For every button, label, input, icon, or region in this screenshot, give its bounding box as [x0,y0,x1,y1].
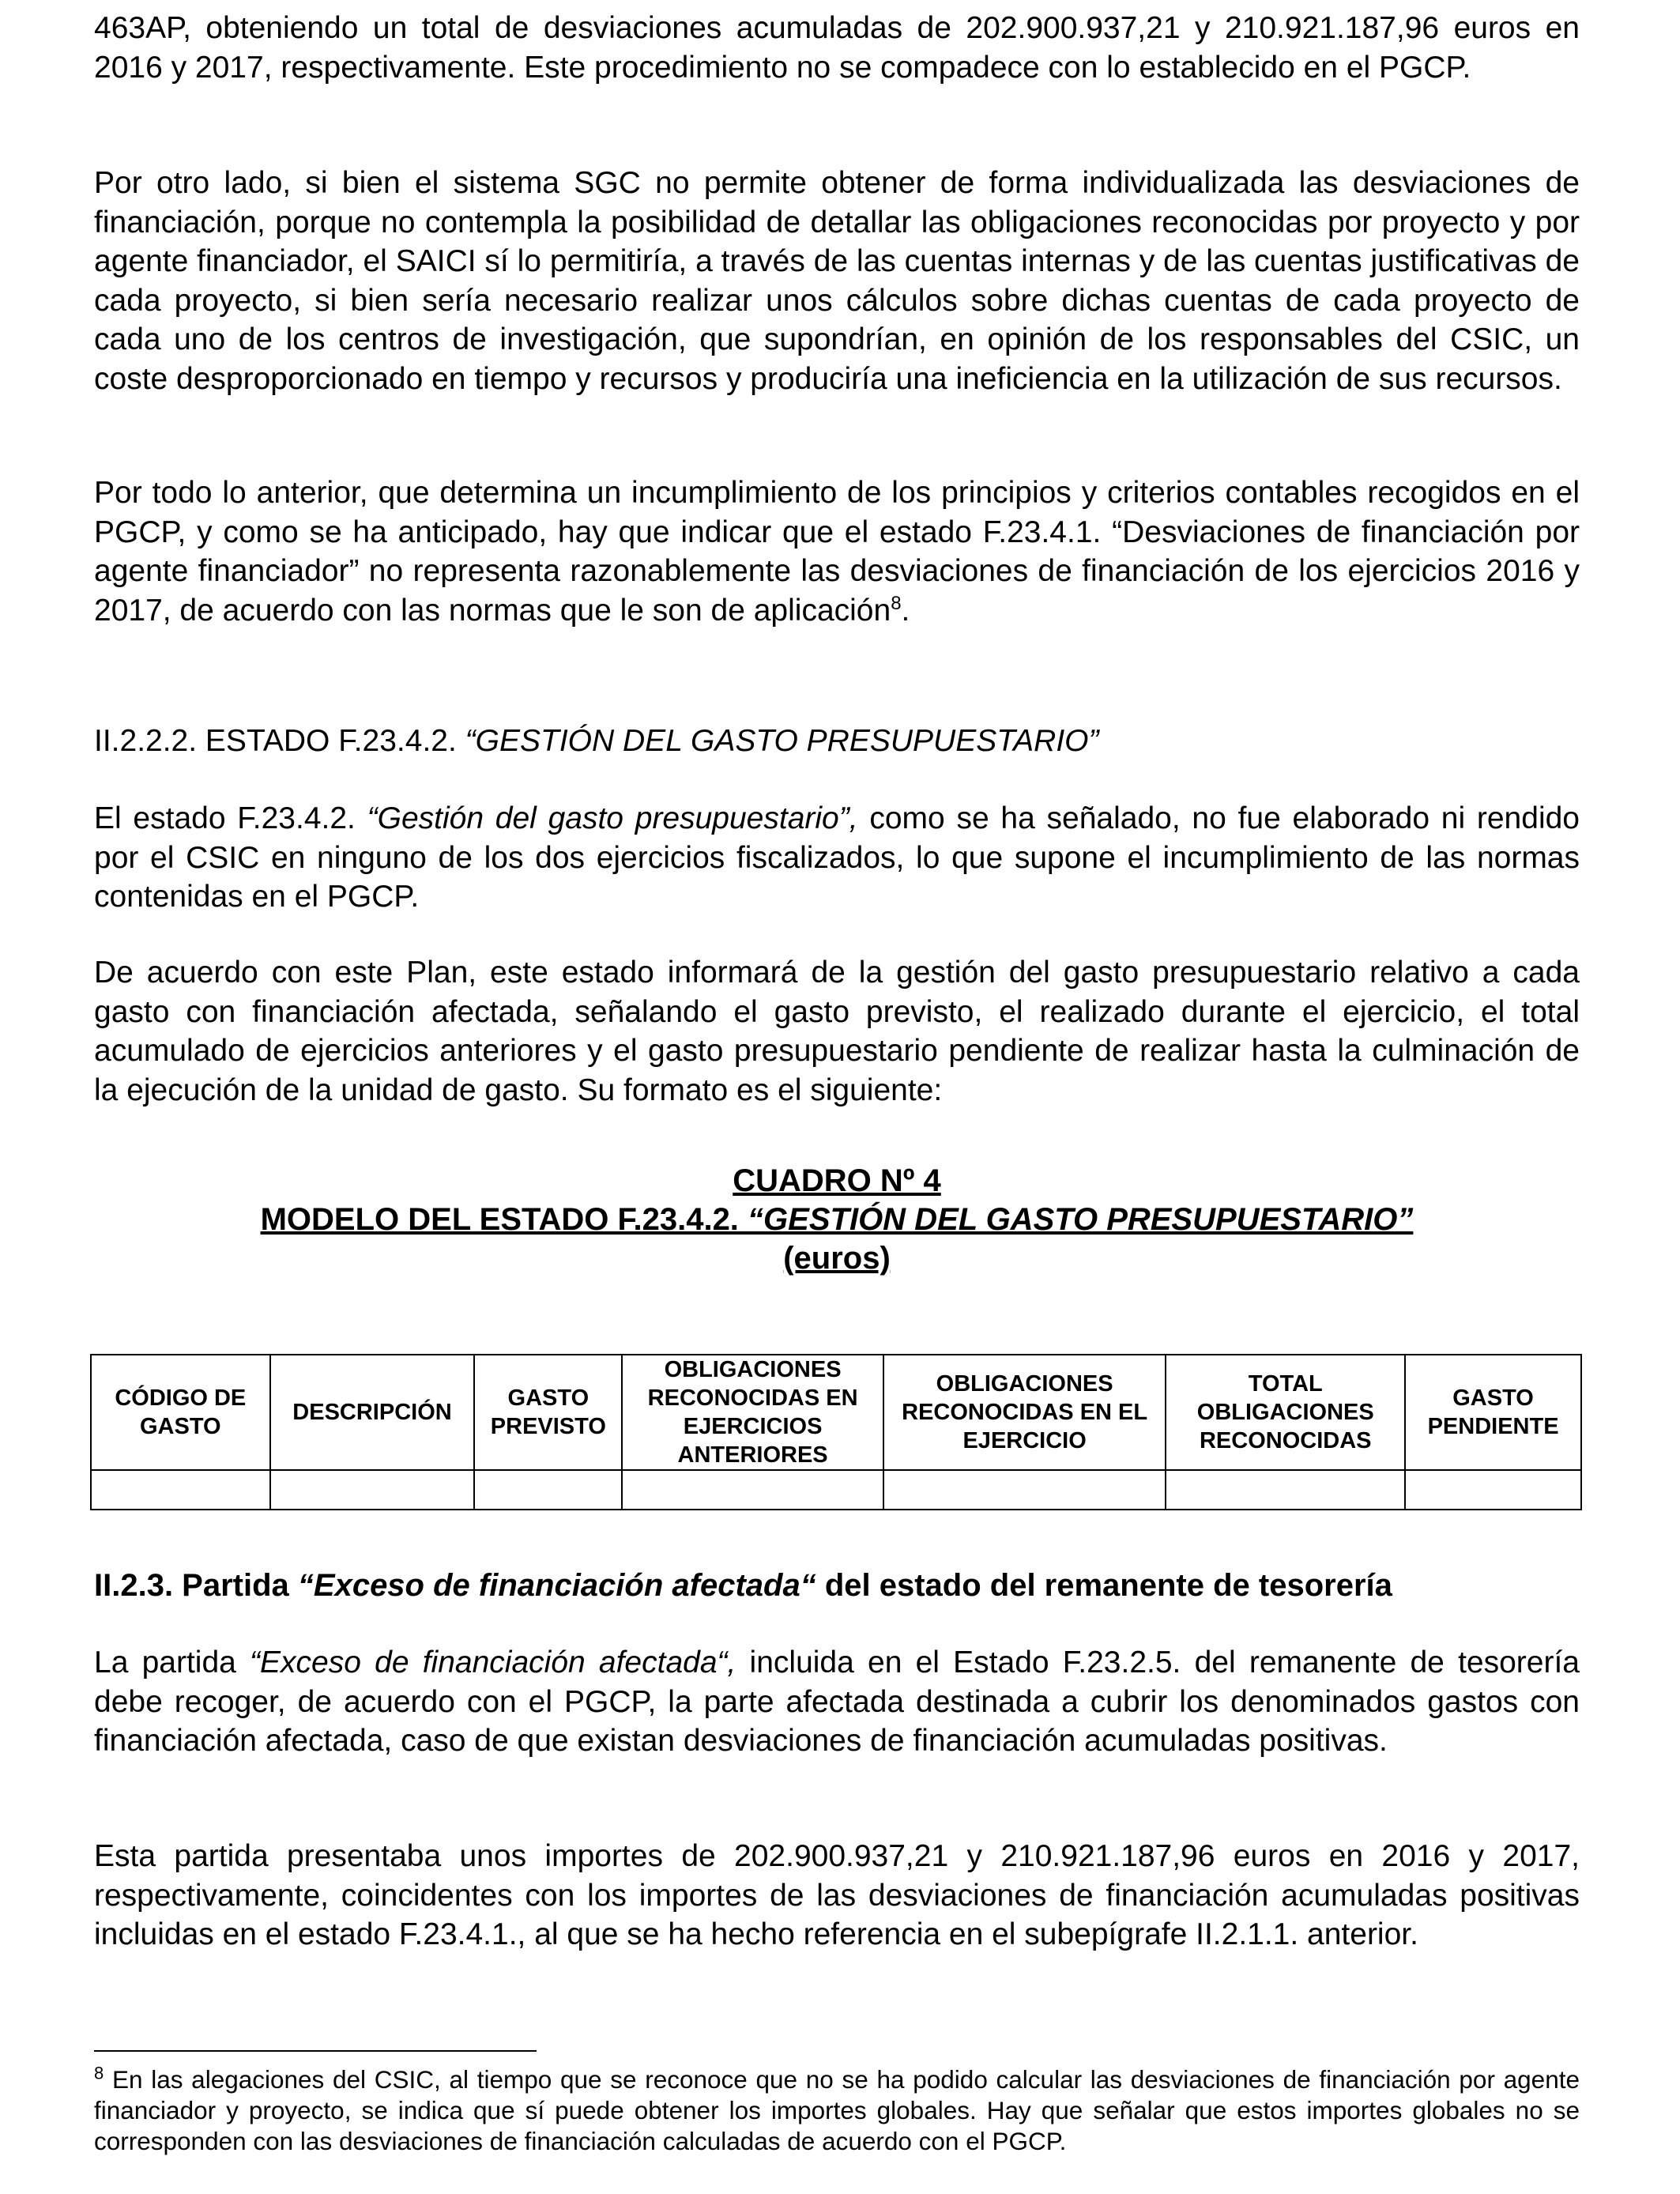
paragraph-4-a: El estado F.23.4.2. [94,801,367,835]
caption-line-1: CUADRO Nº 4 [733,1163,941,1198]
table-cell [91,1470,270,1510]
footnote-text: En las alegaciones del CSIC, al tiempo que se reconoce que no se ha podido calcular las desviaciones de financiación por agente financiador y proyecto, se indica que sí puede obtener los importes globales. Hay que señalar que estos importes globales no se corresponden con las desviaciones de financiación calculadas de acuerdo con el PGCP. [94,2065,1580,2155]
section-heading-2-italic: “Exceso de financiación afectada“ [297,1568,816,1603]
caption-line-2-a: MODELO DEL ESTADO F.23.4.2. [260,1202,748,1237]
paragraph-2: Por otro lado, si bien el sistema SGC no permite obtener de forma individualizada las desviaciones de financiación, porque no contempla la posibilidad de detallar las obligaciones reconocidas por proyecto y por agente financiador, el SAICI sí lo permitiría, a través de las cuentas internas y de las cuentas justificativas de cada proyecto, si bien sería necesario realizar unos cálculos sobre dichas cuentas de cada proyecto de cada uno de los centros de investigación, que supondrían, en opinión de los responsables del CSIC, un coste desproporcionado en tiempo y recursos y produciría una ineficiencia en la utilización de sus recursos. [94,166,1580,396]
header-gasto-pendiente: GASTO PENDIENTE [1405,1355,1581,1470]
table-cell [474,1470,622,1510]
table-cell [883,1470,1166,1510]
header-gasto-previsto: GASTO PREVISTO [474,1355,622,1470]
paragraph-6-a: La partida [94,1646,250,1679]
paragraph-6 [94,1643,1580,1761]
header-total-obligaciones: TOTAL OBLIGACIONES RECONOCIDAS [1166,1355,1405,1470]
caption-line-2 [261,1202,1414,1237]
paragraph-3-end: . [901,593,910,628]
footnote-separator [94,2050,537,2052]
paragraph-1: 463AP, obteniendo un total de desviaciones acumuladas de 202.900.937,21 y 210.921.187,96 euros en 2016 y 2017, respectivamente. Este procedimiento no se compadece con lo establecido en el PGCP. [94,11,1580,85]
header-descripcion: DESCRIPCIÓN [270,1355,475,1470]
table-cell [1405,1470,1581,1510]
model-table [90,1354,1582,1510]
table-cell [622,1470,883,1510]
table-row [91,1470,1581,1510]
paragraph-4-b: como se ha señalado, no fue elaborado ni rendido por el CSIC en ninguno de los dos ejercicios fiscalizados, lo que supone el incumplimiento de las normas contenidas en el PGCP. [94,801,1580,914]
section-heading-italic: “GESTIÓN DEL GASTO PRESUPUESTARIO” [465,724,1099,758]
section-heading-ii-2-3 [94,1566,1580,1606]
footnote-ref-8[interactable]: 8 [891,592,902,614]
table-header-row [91,1355,1581,1470]
table-caption [94,1162,1580,1278]
header-codigo-gasto: CÓDIGO DE GASTO [91,1355,270,1470]
section-heading-prefix: II.2.2.2. ESTADO F.23.4.2. [94,724,465,758]
paragraph-4 [94,799,1580,917]
table-cell [1166,1470,1405,1510]
table-cell [270,1470,475,1510]
caption-line-2-italic: “GESTIÓN DEL GASTO PRESUPUESTARIO” [748,1202,1414,1237]
paragraph-4-italic: “Gestión del gasto presupuestario”, [367,801,858,835]
footnote-number: 8 [94,2063,104,2083]
header-obligaciones-ejercicio: OBLIGACIONES RECONOCIDAS EN EL EJERCICIO [883,1355,1166,1470]
caption-line-3: (euros) [783,1241,891,1276]
section-heading-2-b: del estado del remanente de tesorería [816,1568,1392,1603]
paragraph-7: Esta partida presentaba unos importes de 202.900.937,21 y 210.921.187,96 euros en 2016 y 2017, respectivamente, coincidentes con los importes de las desviaciones de financiación acumuladas positivas incluidas en el estado F.23.4.1., al que se ha hecho referencia en el subepígrafe II.2.1.1. anterior. [94,1839,1580,1951]
paragraph-6-italic: “Exceso de financiación afectada“, [250,1646,736,1679]
footnote-8 [94,2064,1580,2157]
section-heading-2-a: II.2.3. Partida [94,1568,298,1603]
paragraph-3-text: Por todo lo anterior, que determina un incumplimiento de los principios y criterios contables recogidos en el PGCP, y como se ha anticipado, hay que indicar que el estado F.23.4.1. “Desviaciones de financiación por agente financiador” no representa razonablemente las desviaciones de financiación de los ejercicios 2016 y 2017, de acuerdo con las normas que le son de aplicación [94,476,1580,628]
paragraph-5: De acuerdo con este Plan, este estado informará de la gestión del gasto presupuestario relativo a cada gasto con financiación afectada, señalando el gasto previsto, el realizado durante el ejercicio, el total acumulado de ejercicios anteriores y el gasto presupuestario pendiente de realizar hasta la culminación de la ejecución de la unidad de gasto. Su formato es el siguiente: [94,956,1580,1107]
header-obligaciones-anteriores: OBLIGACIONES RECONOCIDAS EN EJERCICIOS ANTERIORES [622,1355,883,1470]
section-heading-ii-2-2-2 [94,722,1580,761]
paragraph-3 [94,473,1580,630]
paragraph-6-b: incluida en el Estado F.23.2.5. del remanente de tesorería debe recoger, de acuerdo con el PGCP, la parte afectada destinada a cubrir los denominados gastos con financiación afectada, caso de que existan desviaciones de financiación acumuladas positivas. [94,1646,1580,1758]
